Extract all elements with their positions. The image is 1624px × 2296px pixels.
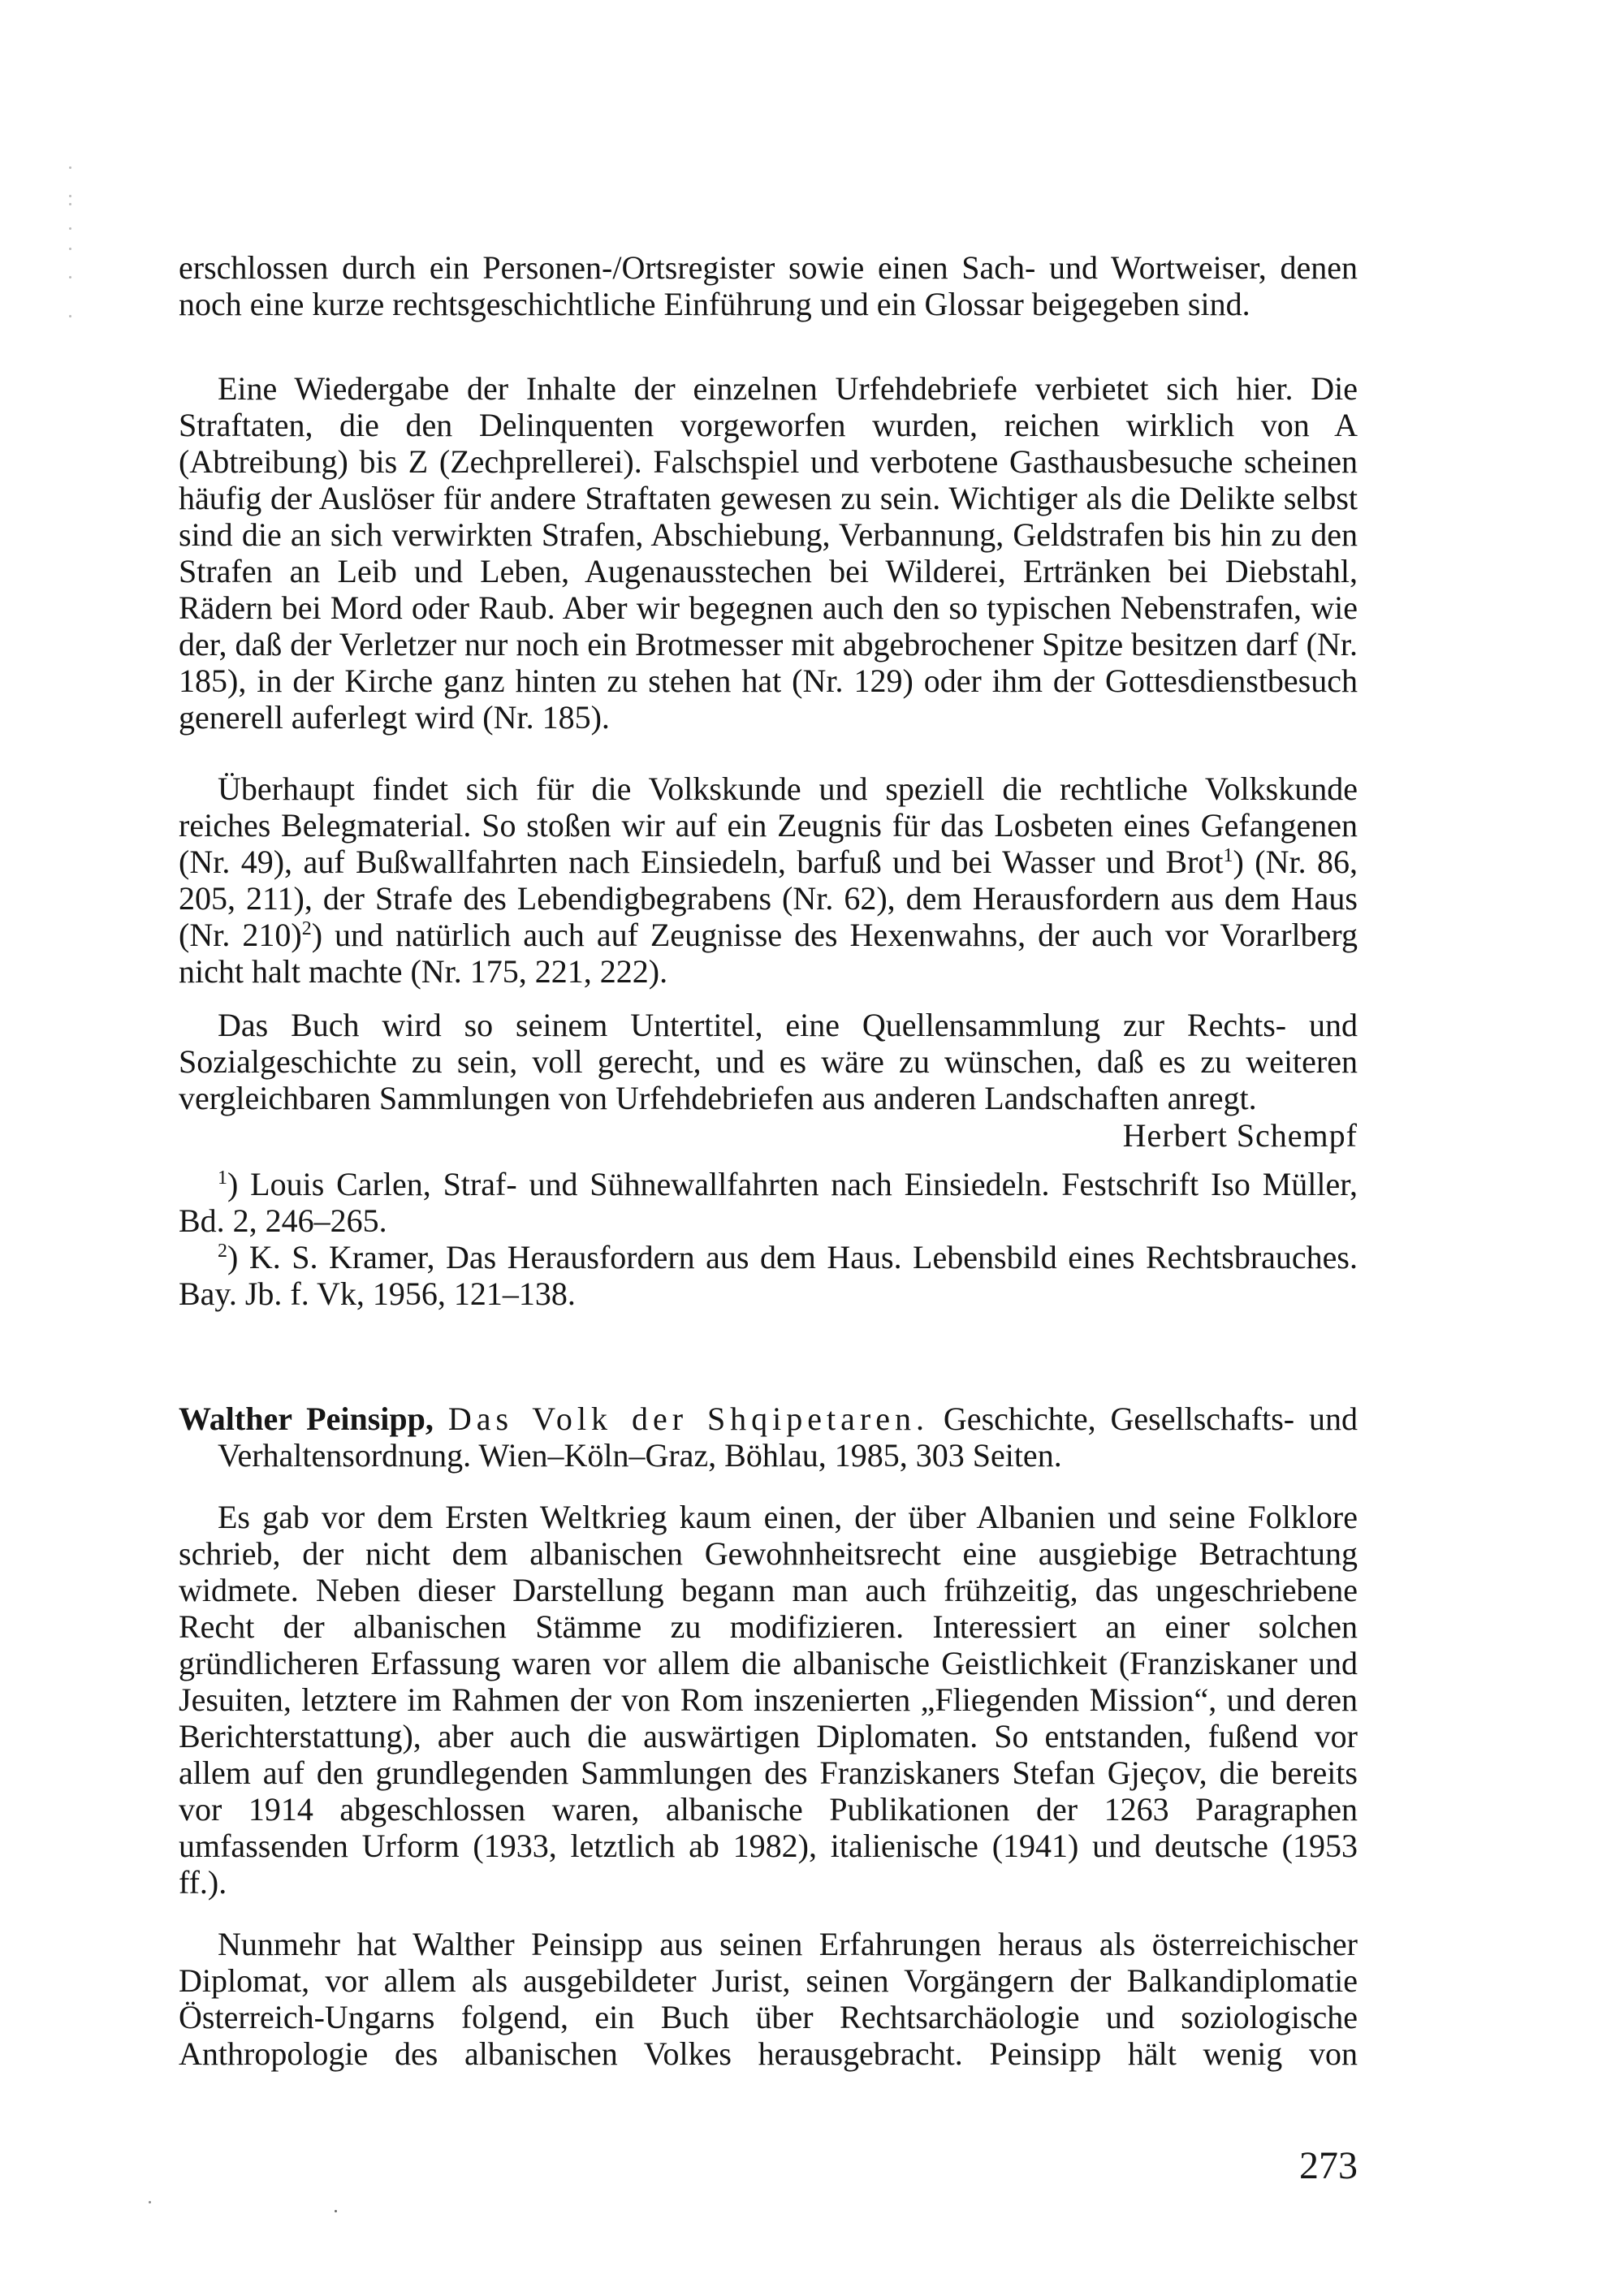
scan-speck: [69, 248, 71, 250]
footnote-ref-2[interactable]: 2: [301, 918, 312, 939]
footnote-1: [179, 1166, 1358, 1239]
scan-speck: [149, 2201, 151, 2203]
review2-heading: [179, 1400, 1358, 1474]
text-block-review1-p2: [179, 370, 1358, 736]
paragraph-folklore-part2: ) (Nr. 86, 205, 211), der Strafe des Lebendigbegrabens (Nr. 62), dem Herausfordern aus dem Haus (Nr. 210): [179, 844, 1358, 953]
text-block-review1-p4: [179, 1007, 1358, 1116]
scan-speck: [69, 166, 71, 169]
paragraph-offences: Eine Wiedergabe der Inhalte der einzelnen Urfehdebriefe verbietet sich hier. Die Straftaten, die den Delinquenten vorgeworfen wurden, reichen wirklich von A (Abtreibung) bis Z (Zechprellerei). Falschspiel und verbotene Gasthausbesuche scheinen häufig der Auslöser für andere Straftaten gewesen zu sein. Wichtiger als die Delikte selbst sind die an sich verwirkten Strafen, Abschiebung, Verbannung, Geldstrafen bis hin zu den Strafen an Leib und Leben, Augenausstechen bei Wilderei, Ertränken bei Diebstahl, Rädern bei Mord oder Raub. Aber wir begegnen auch den so typischen Nebenstrafen, wie der, daß der Verletzer nur noch ein Brotmesser mit abgebrochener Spitze besitzen darf (Nr. 185), in der Kirche ganz hinten zu stehen hat (Nr. 129) oder ihm der Gottesdienstbesuch generell auferlegt wird (Nr. 185).: [179, 370, 1358, 736]
reviewer-signature: Herbert Schempf: [1122, 1117, 1358, 1154]
footnotes: [179, 1166, 1358, 1312]
page-number: 273: [1299, 2144, 1358, 2187]
footnote-ref-1[interactable]: 1: [1223, 845, 1233, 866]
paragraph-continuation: erschlossen durch ein Personen-/Ortsregister sowie einen Sach- und Wortweiser, denen noch eine kurze rechtsgeschichtliche Einführung und ein Glossar beigegeben sind.: [179, 249, 1358, 322]
text-block-review2-p1: [179, 1499, 1358, 1901]
paragraph-folklore-part3: ) und natürlich auch auf Zeugnisse des Hexenwahns, der auch vor Vorarlberg nicht halt machte (Nr. 175, 221, 222).: [179, 917, 1358, 990]
review2-title: Das Volk der Shqipetaren.: [447, 1400, 929, 1437]
footnote-mark-1: 1: [218, 1167, 227, 1189]
scan-speck: [69, 315, 71, 317]
footnote-1-text: ) Louis Carlen, Straf- und Sühnewallfahrten nach Einsiedeln. Festschrift Iso Müller, Bd. 2, 246–265.: [179, 1166, 1358, 1239]
review2-heading-block: [179, 1400, 1358, 1474]
text-block-continuation: [179, 249, 1358, 322]
scan-speck: [335, 2210, 337, 2212]
footnote-2-text: ) K. S. Kramer, Das Herausfordern aus dem Haus. Lebensbild eines Rechtsbrauches. Bay. Jb. f. Vk, 1956, 121–138.: [179, 1239, 1358, 1312]
review2-author: Walther Peinsipp,: [179, 1400, 434, 1437]
text-block-review2-p2: [179, 1926, 1358, 2072]
paragraph-albania-history: Es gab vor dem Ersten Weltkrieg kaum einen, der über Albanien und seine Folklore schrieb, der nicht dem albanischen Gewohnheitsrecht eine ausgiebige Betrachtung widmete. Neben dieser Darstellung begann man auch frühzeitig, das ungeschriebene Recht der albanischen Stämme zu modifizieren. Interessiert an einer solchen gründlicheren Erfassung waren vor allem die albanische Geistlichkeit (Franziskaner und Jesuiten, letztere im Rahmen der von Rom inszenierten „Fliegenden Mission“, und deren Berichterstattung), aber auch die auswärtigen Diplomaten. So entstanden, fußend vor allem auf den grundlegenden Sammlungen des Franziskaners Stefan Gjeçov, die bereits vor 1914 abgeschlossen waren, albanische Publikationen der 1263 Paragraphen umfassenden Urform (1933, letztlich ab 1982), italienische (1941) und deutsche (1953 ff.).: [179, 1499, 1358, 1901]
footnote-mark-2: 2: [218, 1241, 227, 1262]
scan-speck: [69, 195, 71, 197]
paragraph-folklore-part1: Überhaupt findet sich für die Volkskunde und speziell die rechtliche Volkskunde reiches Belegmaterial. So stoßen wir auf ein Zeugnis für das Losbeten eines Gefangenen (Nr. 49), auf Bußwallfahrten nach Einsiedeln, barfuß und bei Wasser und Brot: [179, 770, 1358, 880]
review2-publication: Geschichte, Gesellschafts- und Verhaltensordnung. Wien–Köln–Graz, Böhlau, 1985, 303 Seiten.: [218, 1400, 1358, 1474]
signature-block: [179, 1117, 1358, 1154]
paragraph-peinsipp: Nunmehr hat Walther Peinsipp aus seinen Erfahrungen heraus als österreichischer Diplomat, vor allem als ausgebildeter Jurist, seinen Vorgängern der Balkandiplomatie Österreich-Ungarns folgend, ein Buch über Rechtsarchäologie und soziologische Anthropologie des albanischen Volkes herausgebracht. Peinsipp hält wenig von: [179, 1926, 1358, 2072]
text-block-review1-p3: [179, 770, 1358, 990]
footnote-2: [179, 1239, 1358, 1312]
paragraph-conclusion: Das Buch wird so seinem Untertitel, eine Quellensammlung zur Rechts- und Sozialgeschichte zu sein, voll gerecht, und es wäre zu wünschen, daß es zu weiteren vergleichbaren Sammlungen von Urfehdebriefen aus anderen Landschaften anregt.: [179, 1007, 1358, 1116]
paragraph-folklore: [179, 770, 1358, 990]
scan-speck: [69, 276, 71, 278]
scan-speck: [69, 227, 71, 230]
scan-speck: [69, 203, 71, 205]
